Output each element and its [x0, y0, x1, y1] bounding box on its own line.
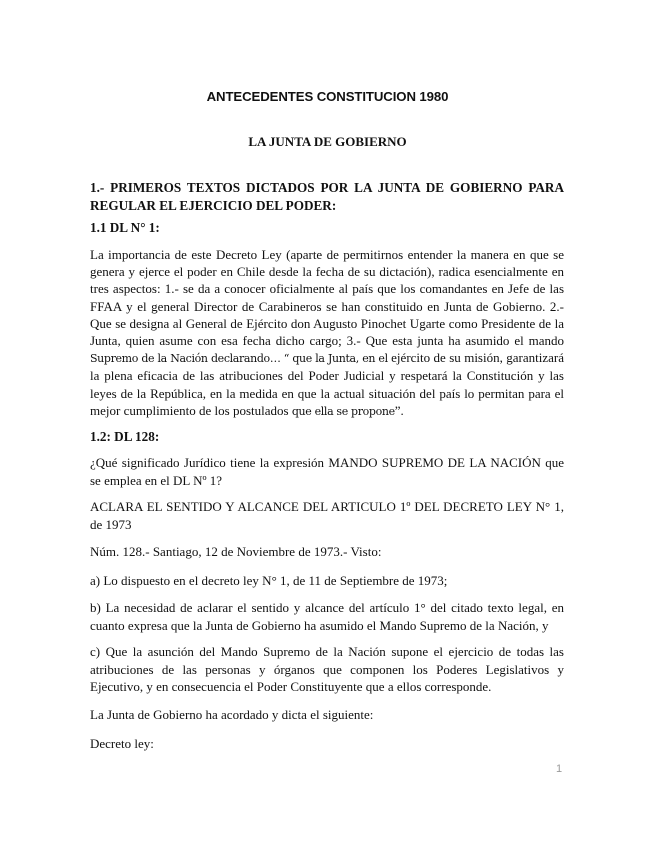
paragraph-dl1-importance	[90, 246, 564, 420]
decree-number-line: Núm. 128.- Santiago, 12 de Noviembre de 1973.- Visto:	[90, 544, 382, 559]
item-a: a) Lo dispuesto en el decreto ley N° 1, de 11 de Septiembre de 1973;	[90, 573, 448, 588]
decree-title: ACLARA EL SENTIDO Y ALCANCE DEL ARTICULO 1º DEL DECRETO LEY N° 1, de 1973	[90, 499, 564, 532]
section-1-heading: 1.- PRIMEROS TEXTOS DICTADOS POR LA JUNTA DE GOBIERNO PARA REGULAR EL EJERCICIO DEL PODER:	[90, 180, 564, 213]
question-paragraph: ¿Qué significado Jurídico tiene la expresión MANDO SUPREMO DE LA NACIÓN que se emplea en el DL Nº 1?	[90, 455, 564, 488]
paragraph-closing: ”.	[394, 402, 404, 418]
item-b: b) La necesidad de aclarar el sentido y alcance del artículo 1° del citado texto legal, en cuanto expresa que la Junta de Gobierno ha asumido el Mando Supremo de la Nación, y	[90, 600, 564, 633]
main-title: ANTECEDENTES CONSTITUCION 1980	[206, 89, 449, 104]
section-1-1-heading: 1.1 DL N° 1:	[90, 220, 160, 235]
page-number: 1	[556, 763, 563, 775]
junta-line: La Junta de Gobierno ha acordado y dicta el siguiente:	[90, 707, 374, 722]
item-c: c) Que la asunción del Mando Supremo de la Nación supone el ejercicio de todas las atribuciones de las personas y órganos que componen los Poderes Legislativos y Ejecutivo, y en consecuencia el Poder Constituyente que a ellos corresponde.	[90, 644, 564, 695]
paragraph-quote-start: Supremo de la Nación declarando… “ que la Junta, en el	[90, 352, 388, 366]
paragraph-text-continued: ejército de su misión, garantizará la plena eficacia de las atribuciones del Poder Judicial y respetará la Constitución y las leyes de la República, en la medida en que la actual situación del país lo permitan para el mejor cumplimiento de los postulados	[90, 350, 564, 418]
paragraph-text: La importancia de este Decreto Ley (aparte de permitirnos entender la manera en que se genera y ejerce el poder en Chile desde la fecha de su dictación), radica esencialmente en tres aspectos: 1.- se da a conocer oficialmente al país que los comandantes en Jefe de las FFAA y el general Director de Carabineros se han constituido en Junta de Gobierno. 2.- Que se designa al General de Ejército don Augusto Pinochet Ugarte como Presidente de la Junta, quien asume con esa fecha dicho cargo; 3.- Que esta junta ha asumido el mando	[90, 247, 564, 349]
paragraph-quote-end: que ella se propone	[291, 404, 395, 418]
subtitle: LA JUNTA DE GOBIERNO	[248, 134, 407, 149]
decreto-line: Decreto ley:	[90, 736, 154, 751]
section-1-2-heading: 1.2: DL 128:	[90, 429, 160, 444]
